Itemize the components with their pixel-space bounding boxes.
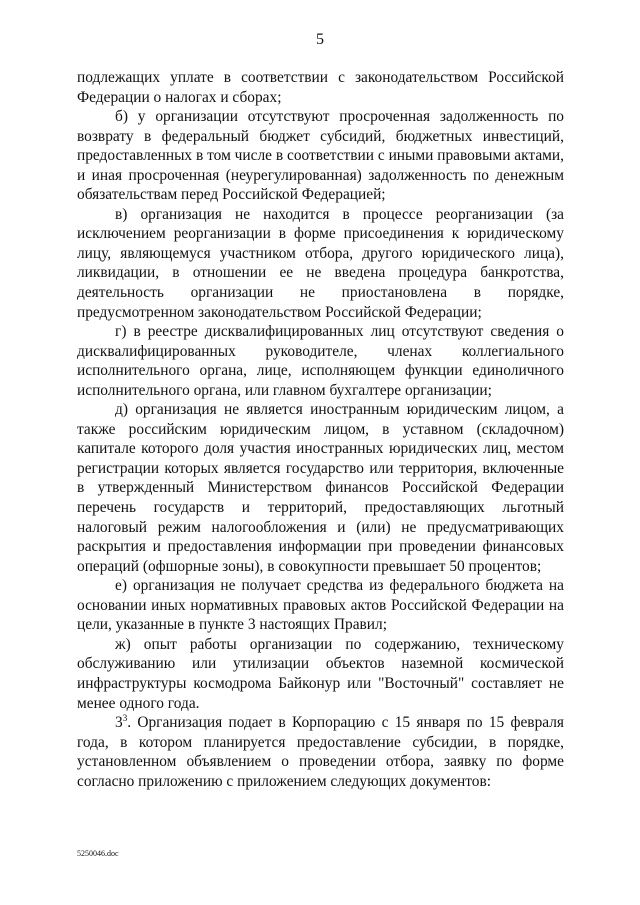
document-body (77, 68, 564, 791)
paragraph-item-g: г) в реестре дисквалифицированных лиц отсутствуют сведения о дисквалифицированных руководителе, членах коллегиального исполнительного органа, лице, исполняющем функции единоличного исполнительного органа, или главном бухгалтере организации; (77, 323, 564, 399)
file-name-footer: 5250046.doc (77, 849, 119, 858)
paragraph-continuation: подлежащих уплате в соответствии с законодательством Российской Федерации о налогах и сборах; (77, 69, 564, 106)
paragraph-item-b: б) у организации отсутствуют просроченная задолженность по возврату в федеральный бюджет субсидий, бюджетных инвестиций, предоставленных в том числе в соответствии с иными правовыми актами, и иная просроченная (неурегулированная) задолженность по денежным обязательствам перед Российской Федерацией; (77, 108, 564, 204)
paragraph-clause-3-3 (77, 713, 564, 791)
clause-superscript: 3 (122, 712, 128, 723)
clause-text: . Организация подает в Корпорацию с 15 января по 15 февраля года, в котором планируется предоставление субсидии, в порядке, установленном объявлением о проведении отбора, заявку по форме согласно приложению с приложением следующих документов: (77, 714, 564, 790)
paragraph-item-v: в) организация не находится в процессе реорганизации (за исключением реорганизации в форме присоединения к юридическому лицу, являющемуся участником отбора, другого юридического лица), ликвидации, в отношении ее не введена процедура банкротства, деятельность организации не приостановлена в порядке, предусмотренном законодательством Российской Федерации; (77, 205, 564, 321)
paragraph-item-e: е) организация не получает средства из федерального бюджета на основании иных нормативных правовых актов Российской Федерации на цели, указанные в пункте 3 настоящих Правил; (77, 577, 564, 634)
page-number: 5 (316, 31, 324, 48)
clause-number: 3 (115, 714, 123, 732)
paragraph-item-zh: ж) опыт работы организации по содержанию, техническому обслуживанию или утилизации объектов наземной космической инфраструктуры космодрома Байконур или "Восточный" составляет не менее одного года. (77, 635, 564, 712)
paragraph-item-d: д) организация не является иностранным юридическим лицом, а также российским юридическим лицом, в уставном (складочном) капитале которого доля участия иностранных юридических лиц, местом регистрации которых является государство или территория, включенные в утвержденный Министерством финансов Российской Федерации перечень государств и территорий, предоставляющих льготный налоговый режим налогообложения и (или) не предусматривающих раскрытия и предоставления информации при проведении финансовых операций (офшорные зоны), в совокупности превышает 50 процентов; (77, 401, 564, 575)
